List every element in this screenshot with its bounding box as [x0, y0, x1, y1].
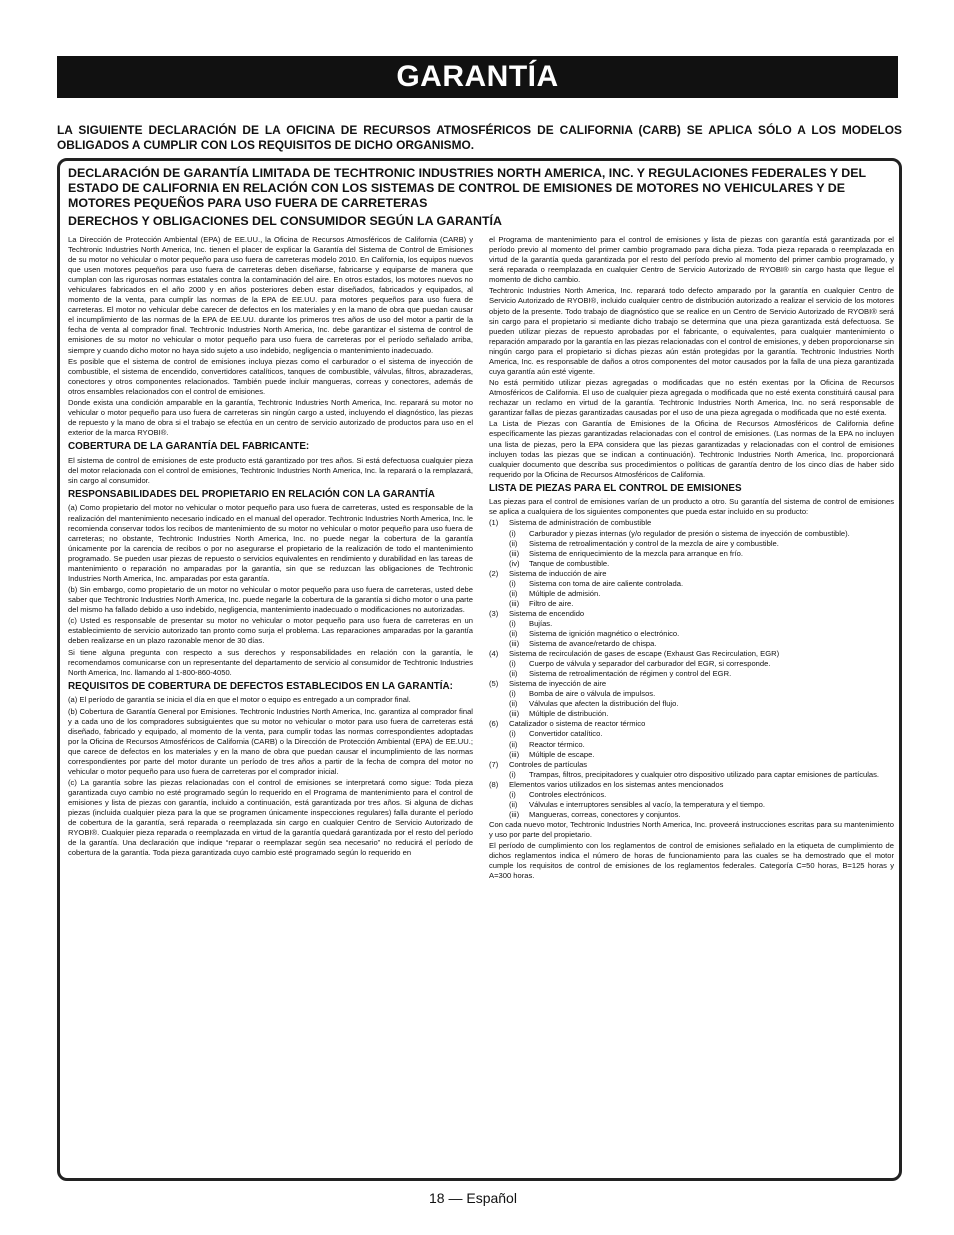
list-subtext: Cuerpo de válvula y separador del carburador del EGR, si corresponde.	[529, 659, 771, 669]
list-subnumber: (i)	[509, 729, 516, 739]
list-subtext: Sistema de retroalimentación y control de la mezcla de aire y combustible.	[529, 538, 779, 548]
list-item	[489, 569, 894, 579]
list-subtext: Filtro de aire.	[529, 598, 574, 608]
list-subitem	[489, 559, 894, 569]
list-subtext: Reactor térmico.	[529, 739, 585, 749]
list-subnumber: (iii)	[509, 749, 520, 759]
section-heading: REQUISITOS DE COBERTURA DE DEFECTOS ESTABLECIDOS EN LA GARANTÍA:	[68, 680, 453, 692]
list-number: (7)	[489, 759, 499, 769]
list-number: (1)	[489, 518, 499, 528]
list-subitem	[489, 800, 894, 810]
list-subtext: Múltiple de escape.	[529, 749, 595, 759]
list-subitem	[489, 639, 894, 649]
list-subtext: Sistema de retroalimentación de régimen y control del EGR.	[529, 669, 732, 679]
list-subtext: Válvulas que afecten la distribución del flujo.	[529, 699, 679, 709]
paragraph: Donde exista una condición amparable en la garantía, Techtronic Industries North America, Inc. reparará su motor no vehicular o motor pequeño para uso fuera de carreteras sin ningún cargo a usted, incluyendo el diagnóstico, las piezas de repuesto y la mano de obra si el trabajo se efectúa en un centro de servicio autorizado de productos para uso en el exterior de la marca RYOBI®.	[68, 398, 473, 438]
list-number: (8)	[489, 779, 499, 789]
list-subtext: Carburador y piezas internas (y/o regulador de presión o sistema de inyección de combustible).	[529, 528, 850, 538]
list-subitem	[489, 810, 894, 820]
list-subitem	[489, 770, 894, 780]
list-item	[489, 649, 894, 659]
left-column	[68, 235, 473, 860]
list-subtext: Trampas, filtros, precipitadores y cualquier otro dispositivo utilizado para captar emisiones de partículas.	[529, 769, 880, 779]
list-subitem	[489, 729, 894, 739]
warranty-heading-block	[68, 166, 894, 229]
list-subitem	[489, 699, 894, 709]
parts-list	[489, 518, 894, 819]
list-number: (3)	[489, 608, 499, 618]
warranty-box	[57, 158, 902, 1181]
list-subtext: Múltiple de admisión.	[529, 588, 601, 598]
list-text: Elementos varios utilizados en los sistemas antes mencionados	[509, 779, 724, 789]
list-subtext: Bujías.	[529, 618, 553, 628]
warranty-heading: DECLARACIÓN DE GARANTÍA LIMITADA DE TECHTRONIC INDUSTRIES NORTH AMERICA, INC. Y REGULACIONES FEDERALES Y DEL ESTADO DE CALIFORNIA EN RELACIÓN CON LOS SISTEMAS DE CONTROL DE EMISIONES DE MOTORES NO VEHICULARES Y DE MOTORES PEQUEÑOS PARA USO FUERA DE CARRETERAS	[68, 166, 866, 211]
list-subtext: Bomba de aire o válvula de impulsos.	[529, 689, 656, 699]
list-text: Sistema de administración de combustible	[509, 518, 652, 528]
list-subitem	[489, 549, 894, 559]
list-subnumber: (i)	[509, 659, 516, 669]
list-subnumber: (iii)	[509, 709, 520, 719]
list-number: (2)	[489, 568, 499, 578]
list-subtext: Convertidor catalítico.	[529, 729, 603, 739]
list-subnumber: (ii)	[509, 699, 518, 709]
list-number: (5)	[489, 679, 499, 689]
paragraph: Techtronic Industries North America, Inc. reparará todo defecto amparado por la garantía en cualquier Centro de Servicio Autorizado de RYOBI®, incluido cualquier centro de distribución autorizado a realizar el servicio de los motores objeto de la presente. Todo trabajo de diagnóstico que se realice en un Centro de Servicio Autorizado de RYOBI® será sin cargo para el propietario si mediante dicho trabajo se determina que una pieza garantizada está defectuosa. Se pueden utilizar piezas de repuesto aprobadas por el fabricante, o equivalentes, para cualquier mantenimiento o reparación amparado por la garantía en las piezas relacionadas con el control de emisiones, y deben proporcionarse sin ningún cargo para el propietario si dichas piezas aún están protegidas por la garantía. Techtronic Industries North America, Inc. es responsable de daños a otros componentes del motor causados por la falla de una pieza garantizada cuya garantía aún esté vigente.	[489, 286, 894, 376]
list-subitem	[489, 689, 894, 699]
list-subtext: Mangueras, correas, conectores y conjuntos.	[529, 809, 681, 819]
list-subnumber: (i)	[509, 618, 516, 628]
list-subitem	[489, 599, 894, 609]
paragraph: La Dirección de Protección Ambiental (EPA) de EE.UU., la Oficina de Recursos Atmosféricos de California (CARB) y Techtronic Industries North America, Inc. tienen el placer de explicar la Garantía del Sistema de Control de Emisiones de su motor no vehicular o motor pequeño para uso fuera de carreteras modelo 2010. En California, los equipos nuevos que usen motores pequeños para uso fuera de carreteras deben diseñarse, fabricarse y equiparse de manera que cumplan con las rigurosas normas estatales contra la contaminación del aire. En otros estados, los motores nuevos no vehiculares fabricados en el año 2000 y en años posteriores deben estar diseñados, fabricados y equipados, al momento de la venta, para cumplir las normas de la EPA de EE.UU. para motores pequeños para uso fuera de carreteras. El motor no vehicular debe carecer de defectos en los materiales y en la mano de obra que puedan causar el incumplimiento de las normas de la EPA de EE.UU. durante los primeros tres años de uso del motor a partir de la fecha de venta al comprador final. Techtronic Industries North America, Inc. debe garantizar el sistema de control de emisiones de su motor no vehicular o motor pequeño para uso fuera de carreteras por el período señalado arriba, siempre y cuando dicho motor no haya sido sujeto a uso indebido, negligencia o mantenimiento inadecuado.	[68, 235, 473, 355]
list-subnumber: (iv)	[509, 558, 520, 568]
list-number: (4)	[489, 649, 499, 659]
list-subtext: Válvulas e interruptores sensibles al vacío, la temperatura y el tiempo.	[529, 799, 765, 809]
paragraph: (c) La garantía sobre las piezas relacionadas con el control de emisiones se interpretará como sigue: Toda pieza garantizada cuyo cambio no esté programado según lo requerido en el Programa de mantenimiento para el control de emisiones y lista de piezas con garantía, incluido a continuación, está garantizada por tres años. Si alguna de dichas piezas (incluida cualquier pieza para la que se programen únicamente inspecciones regulares) falla durante el período de cobertura de la garantía, será reparada o reemplazada sin cargo en cualquier Centro de Servicio Autorizado de RYOBI®. Cualquier pieza reparada o reemplazada en virtud de la garantía quedará garantizada por el resto del período de la garantía. Una declaración que indique “reparar o reemplazar según sea necesario” no reducirá el período de cobertura de la garantía. Toda pieza garantizada cuyo cambio esté programado según lo requerido en	[68, 778, 473, 858]
list-subitem	[489, 589, 894, 599]
list-item	[489, 518, 894, 528]
list-subnumber: (ii)	[509, 799, 518, 809]
paragraph: (b) Sin embargo, como propietario de un motor no vehicular o motor pequeño para uso fuera de carreteras, usted debe saber que Techtronic Industries North America, Inc. puede negarle la cobertura de la garantía si dicho motor o una parte del mismo ha fallado debido a uso indebido, negligencia, mantenimiento inadecuado o modificaciones no autorizadas.	[68, 585, 473, 615]
list-subitem	[489, 579, 894, 589]
list-subnumber: (ii)	[509, 628, 518, 638]
list-subtext: Sistema de avance/retardo de chispa.	[529, 639, 657, 649]
list-subitem	[489, 629, 894, 639]
paragraph: (b) Cobertura de Garantía General por Emisiones. Techtronic Industries North America, Inc. garantiza al comprador final y a cada uno de los compradores subsiguientes que su motor no vehicular o motor para uso fuera de carreteras está diseñado, fabricado y equipado, al momento de la venta, para cumplir todas las normas correspondientes adoptadas por la Oficina de Recursos Atmosféricos de California (CARB) o la Dirección de Protección Ambiental (EPA) de EE.UU.; que carece de defectos en los materiales y en la mano de obra que puedan causar el incumplimiento de las normas correspondientes por parte del motor durante un período de tres años a partir de la fecha de compra del motor no vehicular o motor pequeño para uso fuera de carreteras por el comprador inicial.	[68, 706, 473, 776]
section-heading: LISTA DE PIEZAS PARA EL CONTROL DE EMISIONES	[489, 482, 742, 494]
paragraph: el Programa de mantenimiento para el control de emisiones y lista de piezas con garantía está garantizada por el período previo al momento del primer cambio programado para dicha pieza. Toda pieza reparada o reemplazada en virtud de la garantía queda garantizada por el resto del período previo al momento del primer cambio programado, y será reparada o reemplazada en cualquier Centro de Servicio Autorizado de RYOBI® sin cargo hasta que llegue el momento de dicho cambio.	[489, 235, 894, 285]
list-item	[489, 760, 894, 770]
page-footer: 18 — Español	[429, 1190, 517, 1206]
paragraph: Es posible que el sistema de control de emisiones incluya piezas como el carburador o el sistema de inyección de combustible, el sistema de encendido, convertidores catalíticos, tanques de combustible, válvulas, filtros, abrazaderas, conectores y otros componentes relacionados. También puede incluir mangueras, correas y conectores, además de otros ensambles relacionados con el control de emisiones.	[68, 356, 473, 396]
list-subnumber: (iii)	[509, 598, 520, 608]
paragraph: La Lista de Piezas con Garantía de Emisiones de la Oficina de Recursos Atmosféricos de California define específicamente las piezas garantizadas relacionadas con el control de emisiones. (Las normas de la EPA no incluyen una lista de piezas, pero la EPA considera que las piezas garantizadas y relacionadas con el control de emisiones incluyen todas las piezas que se indican a continuación). Techtronic Industries North America, Inc. proporcionará cualquier documento que describa sus procedimientos o políticas de garantía dentro de los cinco días de haber sido requerido por la Oficina de Recursos Atmosféricos de California.	[489, 419, 894, 479]
right-column	[489, 235, 894, 883]
list-text: Sistema de inducción de aire	[509, 568, 607, 578]
list-subtext: Sistema con toma de aire caliente controlada.	[529, 578, 684, 588]
list-subitem	[489, 539, 894, 549]
page-title: GARANTÍA	[57, 56, 898, 98]
list-subnumber: (ii)	[509, 669, 518, 679]
list-item	[489, 679, 894, 689]
list-text: Sistema de encendido	[509, 608, 585, 618]
paragraph: Las piezas para el control de emisiones varían de un producto a otro. Su garantía del sistema de control de emisiones se aplica a cualquiera de los siguientes componentes que pueda estar incluido en su producto:	[489, 497, 894, 517]
list-subitem	[489, 709, 894, 719]
list-text: Sistema de recirculación de gases de escape (Exhaust Gas Recirculation, EGR)	[509, 649, 780, 659]
list-text: Catalizador o sistema de reactor térmico	[509, 719, 646, 729]
paragraph: (c) Usted es responsable de presentar su motor no vehicular o motor pequeño para uso fuera de carreteras en un establecimiento de servicio autorizado tan pronto como surja el problema. Las reparaciones amparadas por la garantía deben realizarse en un plazo razonable menor de 30 días.	[68, 616, 473, 646]
paragraph: Con cada nuevo motor, Techtronic Industries North America, Inc. proveerá instrucciones escritas para su mantenimiento y uso por parte del propietario.	[489, 819, 894, 839]
list-subnumber: (i)	[509, 689, 516, 699]
consumer-rights-heading: DERECHOS Y OBLIGACIONES DEL CONSUMIDOR SEGÚN LA GARANTÍA	[68, 213, 502, 228]
list-subitem	[489, 669, 894, 679]
list-item	[489, 780, 894, 790]
list-subitem	[489, 529, 894, 539]
paragraph: (a) Como propietario del motor no vehicular o motor pequeño para uso fuera de carreteras, usted es responsable de la realización del mantenimiento necesario indicado en el manual del operador. Techtronic Industries North America, Inc. le recomienda conservar todos los recibos de mantenimiento de su motor no vehicular o motor pequeño para uso fuera de carreteras; no obstante, Techtronic Industries North America, Inc. no puede negar la cobertura de la garantía únicamente por la carencia de recibos o por no asegurarse el propietario de la realización de todo el mantenimiento programado. Se pueden usar piezas de repuesto o servicios equivalentes en rendimiento y durabilidad en las tareas de mantenimiento o reparación no amparadas por la garantía, sin que se reduzcan las obligaciones de Techtronic Industries North America, Inc. amparadas por esta garantía.	[68, 503, 473, 583]
paragraph: El sistema de control de emisiones de este producto está garantizado por tres años. Si está defectuosa cualquier pieza del motor relacionada con el control de emisiones, Techtronic Industries North America, Inc. la reparará o la remplazará, sin cargo al consumidor.	[68, 455, 473, 485]
list-subnumber: (ii)	[509, 538, 518, 548]
list-subnumber: (iii)	[509, 548, 520, 558]
list-subtext: Controles electrónicos.	[529, 789, 607, 799]
list-subnumber: (ii)	[509, 739, 518, 749]
list-subnumber: (i)	[509, 769, 516, 779]
list-number: (6)	[489, 719, 499, 729]
list-subnumber: (i)	[509, 578, 516, 588]
list-subitem	[489, 740, 894, 750]
list-subtext: Sistema de ignición magnético o electrónico.	[529, 628, 680, 638]
list-subtext: Sistema de enriquecimiento de la mezcla para arranque en frío.	[529, 548, 744, 558]
section-heading: COBERTURA DE LA GARANTÍA DEL FABRICANTE:	[68, 441, 310, 453]
list-item	[489, 719, 894, 729]
list-subitem	[489, 659, 894, 669]
list-subitem	[489, 750, 894, 760]
paragraph: No está permitido utilizar piezas agregadas o modificadas que no estén exentas por la Oficina de Recursos Atmosféricos de California. El uso de cualquier pieza agregada o modificada que no esté exenta constituirá causal para rechazar un reclamo en virtud de la garantía. Techtronic Industries North America, Inc. no será responsable de garantizar fallas de piezas garantizadas causadas por el uso de una pieza agregada o modificada que no esté exenta.	[489, 378, 894, 418]
list-subnumber: (ii)	[509, 588, 518, 598]
list-item	[489, 609, 894, 619]
list-subitem	[489, 619, 894, 629]
list-subnumber: (iii)	[509, 639, 520, 649]
list-subtext: Múltiple de distribución.	[529, 709, 609, 719]
list-subtext: Tanque de combustible.	[529, 558, 610, 568]
carb-intro: LA SIGUIENTE DECLARACIÓN DE LA OFICINA DE RECURSOS ATMOSFÉRICOS DE CALIFORNIA (CARB) SE APLICA SÓLO A LOS MODELOS OBLIGADOS A CUMPLIR CON LOS REQUISITOS DE DICHO ORGANISMO.	[57, 123, 902, 152]
paragraph: (a) El período de garantía se inicia el día en que el motor o equipo es entregado a un comprador final.	[68, 695, 411, 705]
list-subitem	[489, 790, 894, 800]
paragraph: El período de cumplimiento con los reglamentos de control de emisiones señalado en la etiqueta de cumplimiento de dichos reglamentos indica el número de horas de funcionamiento para las cuales se ha demostrado que el motor cumple los requisitos de control de emisiones de los reglamentos federales. Categoría C=50 horas, B=125 horas y A=300 horas.	[489, 841, 894, 881]
list-subnumber: (iii)	[509, 809, 520, 819]
list-subnumber: (i)	[509, 528, 516, 538]
section-heading: RESPONSABILIDADES DEL PROPIETARIO EN RELACIÓN CON LA GARANTÍA	[68, 488, 435, 500]
paragraph: Si tiene alguna pregunta con respecto a sus derechos y responsabilidades en relación con la garantía, le recomendamos comunicarse con un representante del departamento de servicio al consumidor de Techtronic Industries North America, Inc. llamando al 1-800-860-4050.	[68, 647, 473, 677]
list-text: Controles de partículas	[509, 759, 588, 769]
list-subnumber: (i)	[509, 789, 516, 799]
list-text: Sistema de inyección de aire	[509, 679, 607, 689]
